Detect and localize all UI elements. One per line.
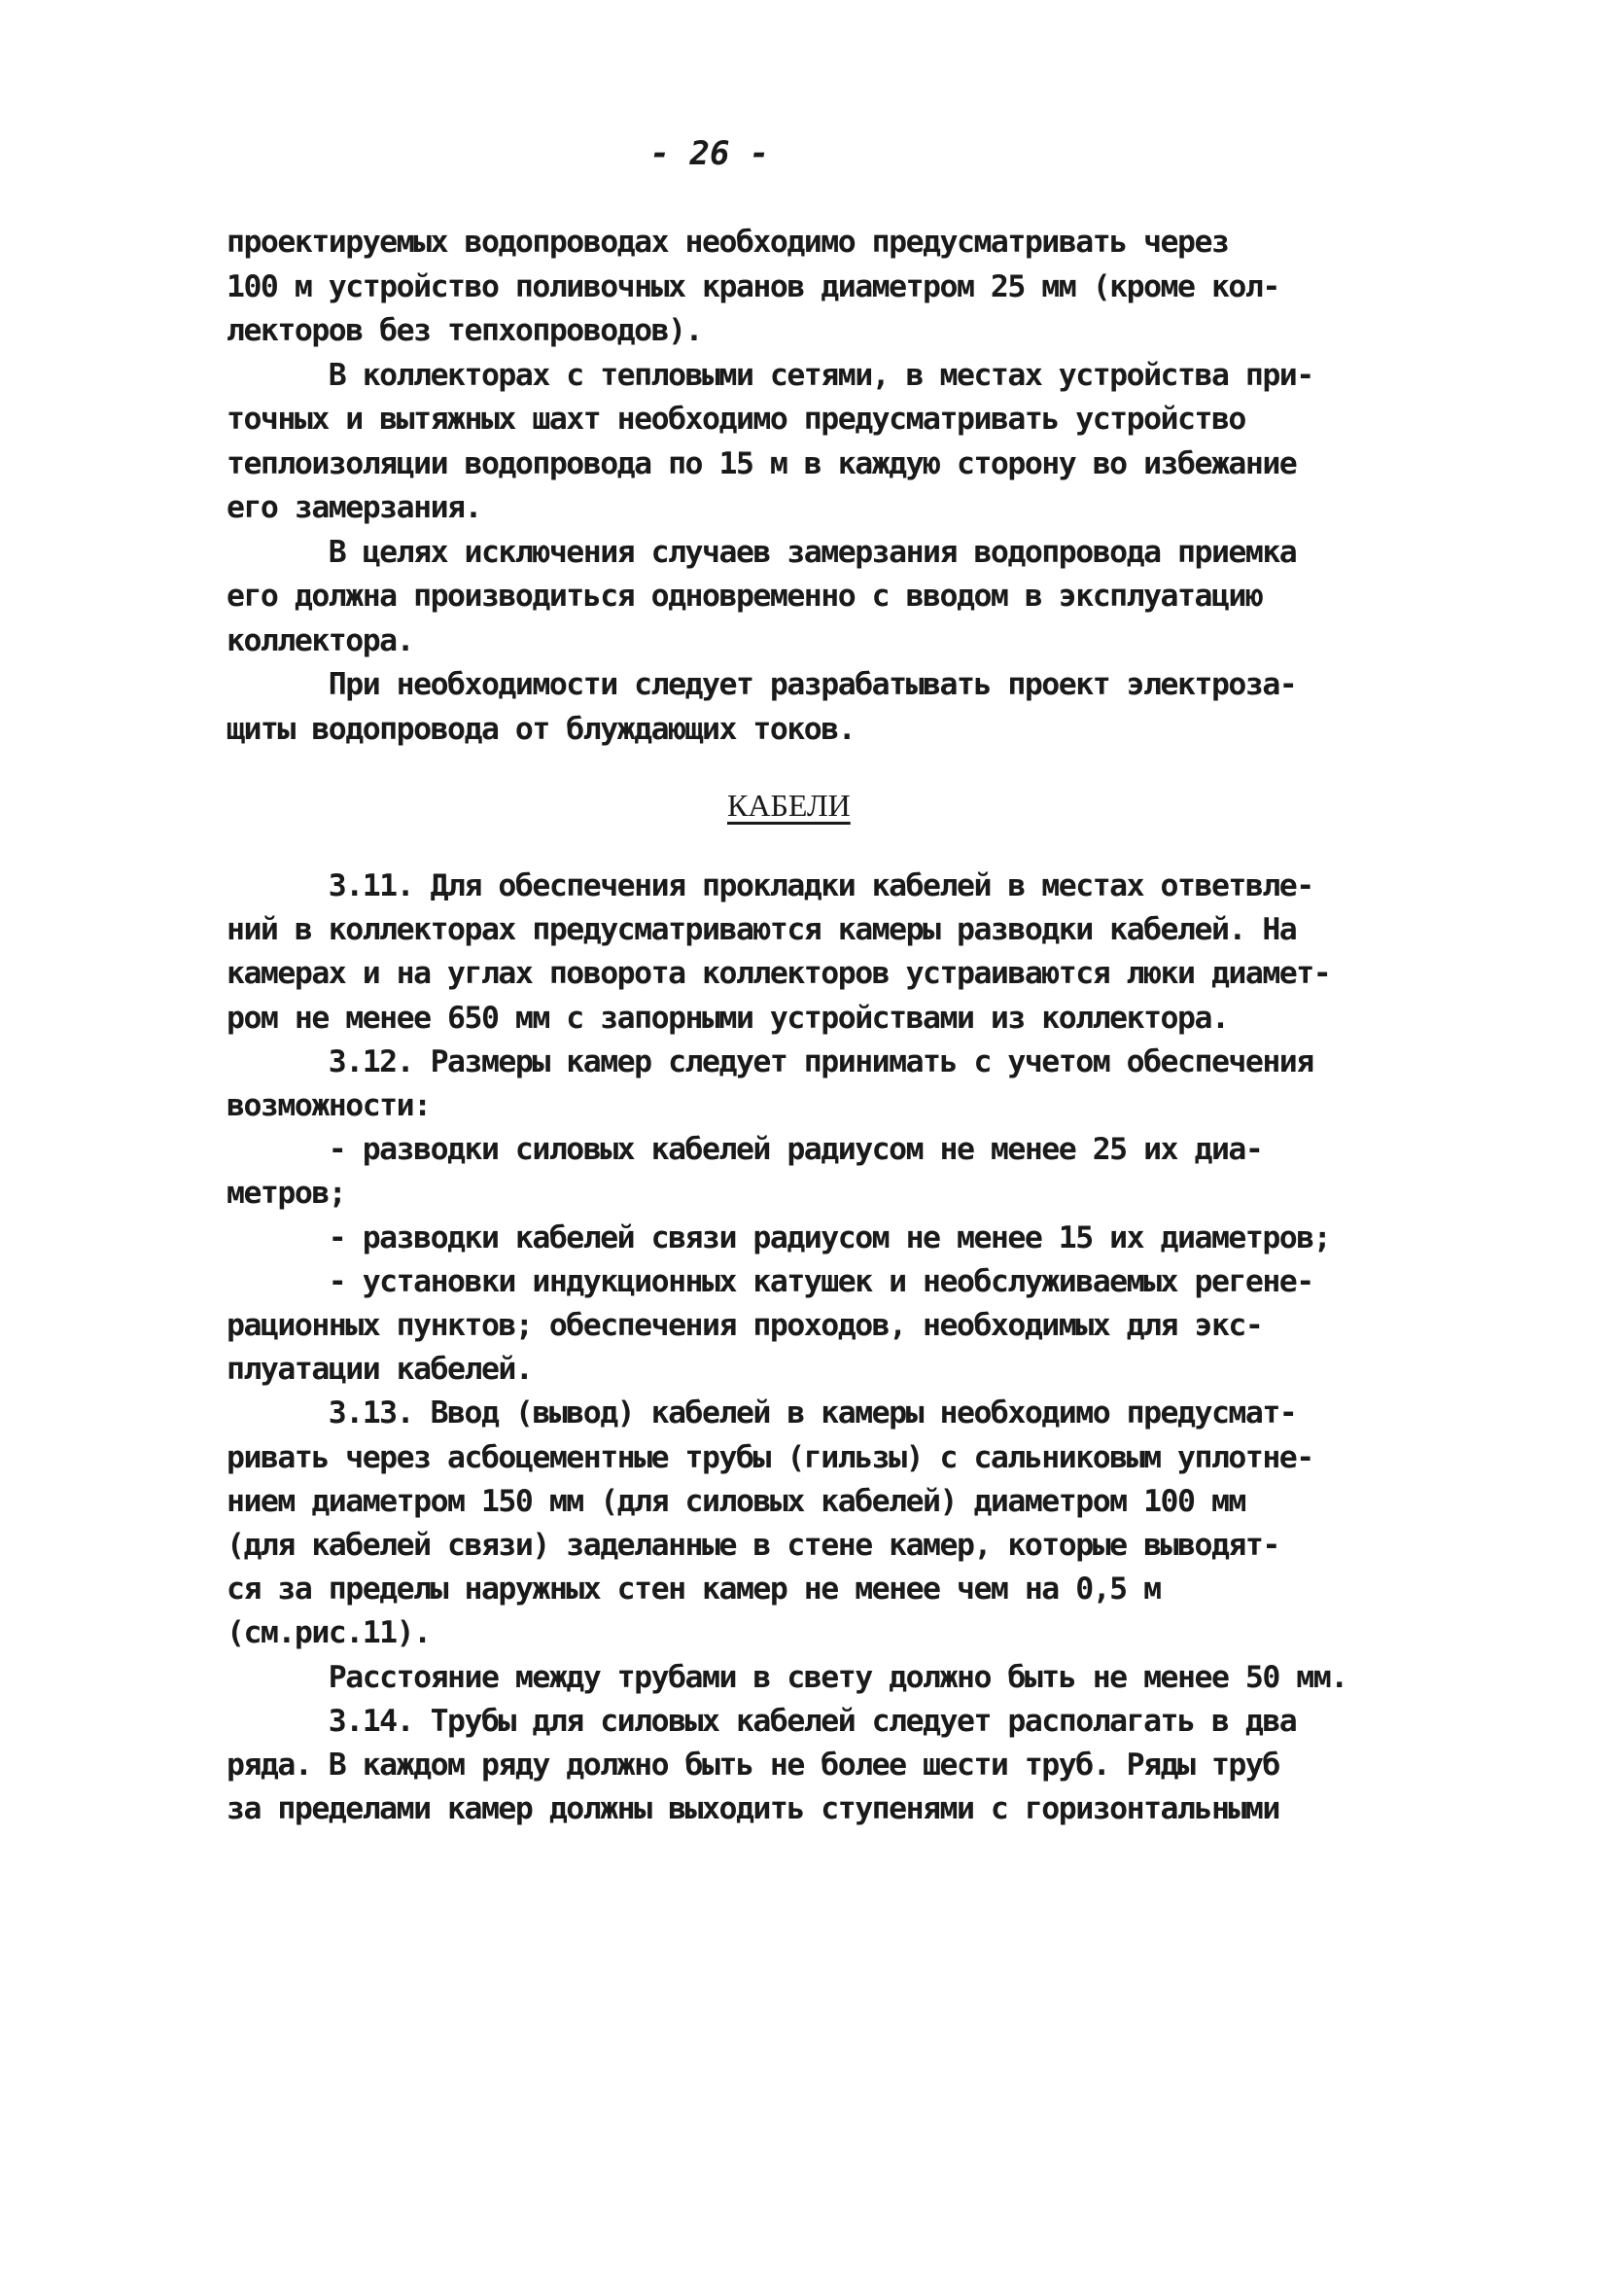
text-line: возможности: — [227, 1088, 431, 1123]
text-line: При необходимости следует разрабатывать проект электроза- — [227, 667, 1297, 702]
text-line: ряда. В каждом ряду должно быть не более шести труб. Ряды труб — [227, 1748, 1279, 1783]
text-line: (для кабелей связи) заделанные в стене камер, которые выводят- — [227, 1528, 1279, 1563]
text-line: 3.12. Размеры камер следует принимать с учетом обеспечения — [227, 1043, 1313, 1079]
text-line: (см.рис.11). — [227, 1615, 431, 1651]
text-line: - разводки силовых кабелей радиусом не менее 25 их диа- — [227, 1132, 1263, 1168]
text-line: проектируемых водопроводах необходимо предусматривать через — [227, 225, 1229, 260]
text-line: его должна производиться одновременно с вводом в эксплуатацию — [227, 579, 1263, 614]
text-line: точных и вытяжных шахт необходимо предусматривать устройство — [227, 402, 1245, 437]
section-heading: КАБЕЛИ — [727, 788, 851, 823]
text-line: - разводки кабелей связи радиусом не менее 15 их диаметров; — [227, 1219, 1331, 1255]
page-number: - 26 - — [649, 134, 770, 173]
text-line: коллектора. — [227, 622, 414, 658]
text-line: щиты водопровода от блуждающих токов. — [227, 711, 856, 747]
text-line: его замерзания. — [227, 490, 481, 525]
text-line: ний в коллекторах предусматриваются камеры разводки кабелей. На — [227, 912, 1297, 948]
text-line: В коллекторах с тепловыми сетями, в местах устройства при- — [227, 357, 1313, 393]
text-line: нием диаметром 150 мм (для силовых кабелей) диаметром 100 мм — [227, 1483, 1245, 1519]
text-line: ривать через асбоцементные трубы (гильзы) с сальниковым уплотне- — [227, 1439, 1313, 1475]
text-line: - установки индукционных катушек и необслуживаемых регене- — [227, 1263, 1313, 1299]
text-line: за пределами камер должны выходить ступенями с горизонтальными — [227, 1791, 1279, 1827]
text-line: теплоизоляции водопровода по 15 м в каждую сторону во избежание — [227, 445, 1297, 481]
text-line: В целях исключения случаев замерзания водопровода приемка — [227, 534, 1297, 570]
text-line: камерах и на углах поворота коллекторов устраиваются люки диамет- — [227, 956, 1331, 992]
text-line: 3.11. Для обеспечения прокладки кабелей в местах ответвле- — [227, 868, 1313, 903]
text-line: лекторов без тепхопроводов). — [227, 313, 703, 348]
text-line: 3.14. Трубы для силовых кабелей следует располагать в два — [227, 1703, 1297, 1739]
text-line: ром не менее 650 мм с запорными устройствами из коллектора. — [227, 1000, 1229, 1036]
text-line: метров; — [227, 1176, 346, 1212]
text-line: рационных пунктов; обеспечения проходов, необходимых для экс- — [227, 1308, 1263, 1343]
text-line: 100 м устройство поливочных кранов диаметром 25 мм (кроме кол- — [227, 268, 1279, 304]
text-line: 3.13. Ввод (вывод) кабелей в камеры необходимо предусмат- — [227, 1395, 1297, 1431]
text-line: Расстояние между трубами в свету должно быть не менее 50 мм. — [227, 1659, 1347, 1695]
text-line: ся за пределы наружных стен камер не менее чем на 0,5 м — [227, 1572, 1161, 1607]
text-line: плуатации кабелей. — [227, 1352, 533, 1388]
